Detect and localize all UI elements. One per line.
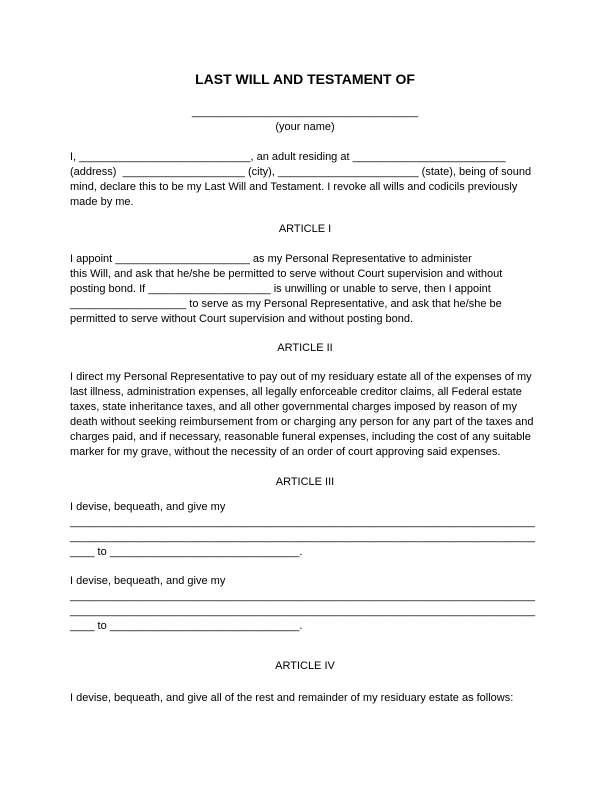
article-1-line: ___________________ to serve as my Personal Representative, and ask that he/she be: [70, 298, 502, 310]
bequest-blank-line: ____________________________________________________________________________: [70, 531, 535, 543]
article-1-line: I appoint ______________________ as my Personal Representative to administer: [70, 253, 472, 265]
article-2-line: death without seeking reimbursement from or charging any person for any part of the taxes and: [70, 416, 534, 428]
document-title: LAST WILL AND TESTAMENT OF: [195, 71, 415, 87]
intro-line: made by me.: [70, 196, 134, 208]
bequest-intro-line: I devise, bequeath, and give my: [70, 501, 226, 513]
article-1-heading: ARTICLE I: [278, 223, 332, 235]
article-4-line: I devise, bequeath, and give all of the rest and remainder of my residuary estate as follows:: [70, 692, 514, 704]
article-2-line: taxes, state inheritance taxes, and all other governmental charges imposed by reason of my: [70, 401, 517, 413]
bequest-block: [70, 574, 540, 634]
intro-line: mind, declare this to be my Last Will and Testament. I revoke all wills and codicils previously: [70, 181, 518, 193]
bequest-to-line: ____ to _______________________________.: [70, 620, 303, 632]
intro-line: (address) ____________________ (city), _______________________ (state), being of sound: [70, 166, 532, 178]
bequest-blank-line: ____________________________________________________________________________: [70, 605, 535, 617]
bequest-block: [70, 500, 540, 560]
article-2-line: marker for my grave, without the necessity of an order of court approving said expenses.: [70, 446, 501, 458]
article-1-line: permitted to serve without Court supervision and without posting bond.: [70, 313, 414, 325]
intro-paragraph: [70, 150, 540, 210]
article-1-paragraph: [70, 252, 540, 327]
article-1-line: this Will, and ask that he/she be permitted to serve without Court supervision and without: [70, 268, 503, 280]
article-2-line: charges paid, and if necessary, reasonable funeral expenses, including the cost of any suitable: [70, 431, 531, 443]
article-2-line: I direct my Personal Representative to pay out of my residuary estate all of the expenses of my: [70, 371, 532, 383]
bequest-intro-line: I devise, bequeath, and give my: [70, 575, 226, 587]
bequest-blank-line: ____________________________________________________________________________: [70, 590, 535, 602]
article-1-line: posting bond. If ____________________ is unwilling or unable to serve, then I appoint: [70, 283, 491, 295]
article-2-line: last illness, administration expenses, all legally enforceable creditor claims, all Federal estate: [70, 386, 522, 398]
article-2-paragraph: [70, 370, 540, 460]
testator-name-blank: _____________________________________: [191, 106, 419, 118]
bequest-blank-line: ____________________________________________________________________________: [70, 516, 535, 528]
bequest-to-line: ____ to _______________________________.: [70, 546, 303, 558]
article-3-heading: ARTICLE III: [275, 476, 335, 488]
intro-line: I, ____________________________, an adult residing at _________________________: [70, 151, 506, 163]
article-2-heading: ARTICLE II: [277, 342, 333, 354]
article-4-heading: ARTICLE IV: [275, 660, 335, 672]
article-4-paragraph: [70, 691, 540, 706]
testator-name-caption: (your name): [275, 121, 335, 133]
